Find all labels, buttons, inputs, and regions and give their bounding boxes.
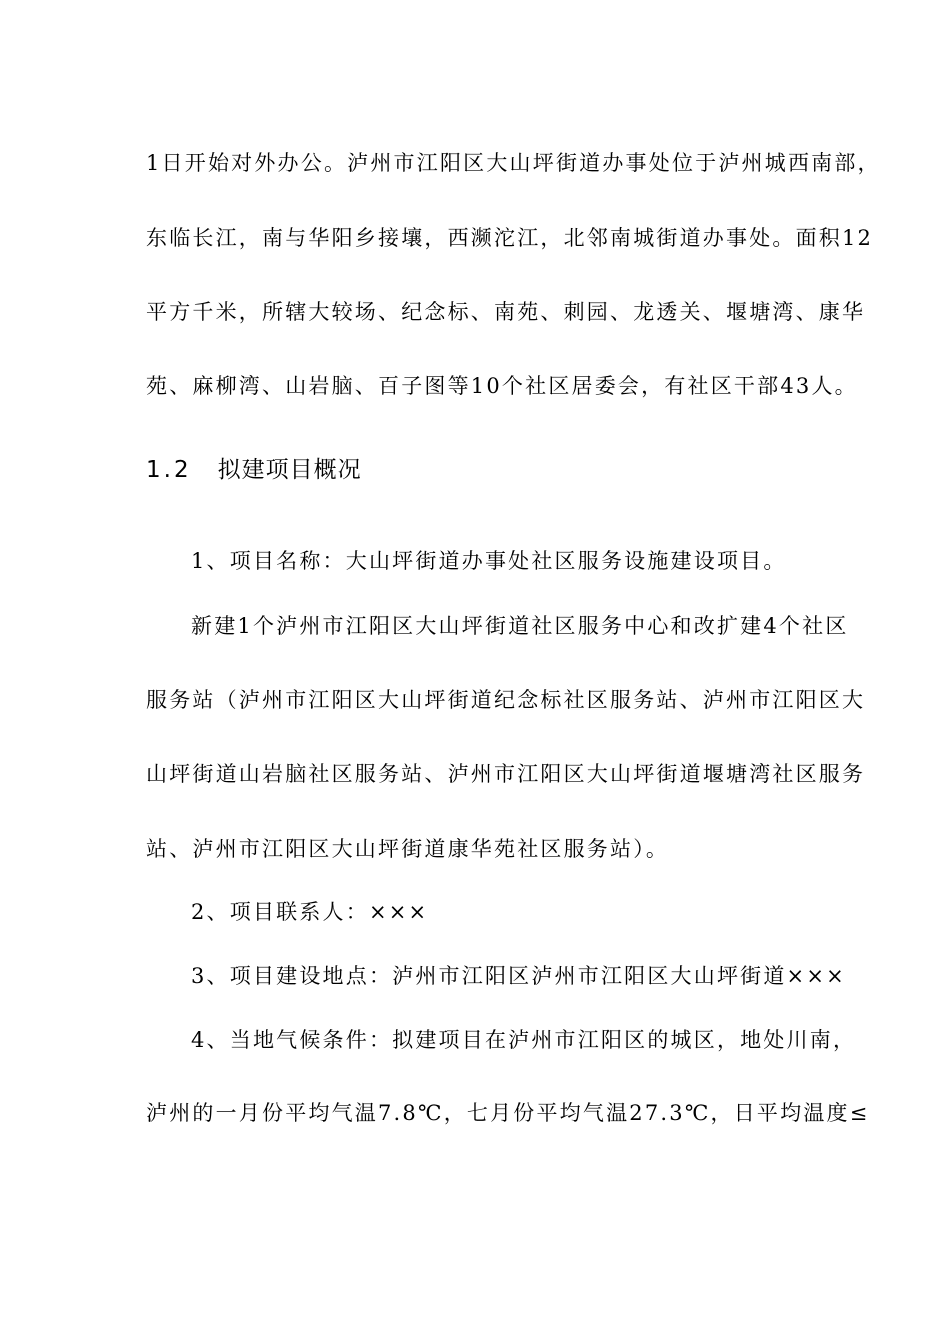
text-line: 平方千米，所辖大较场、纪念标、南苑、刺园、龙透关、堰塘湾、康华	[146, 300, 866, 324]
text-line: 新建1个泸州市江阳区大山坪街道社区服务中心和改扩建4个社区	[191, 614, 849, 638]
text-line: 山坪街道山岩脑社区服务站、泸州市江阳区大山坪街道堰塘湾社区服务	[146, 762, 866, 786]
text-line: 服务站（泸州市江阳区大山坪街道纪念标社区服务站、泸州市江阳区大	[146, 688, 866, 712]
item-project-location: 3、项目建设地点：泸州市江阳区泸州市江阳区大山坪街道×××	[191, 964, 846, 988]
text-line: 站、泸州市江阳区大山坪街道康华苑社区服务站）。	[146, 837, 670, 861]
text-line: 4、当地气候条件：拟建项目在泸州市江阳区的城区，地处川南，	[191, 1028, 857, 1052]
section-heading	[146, 456, 362, 484]
text-line: 苑、麻柳湾、山岩脑、百子图等10个社区居委会，有社区干部43人。	[146, 374, 858, 398]
item-project-name: 1、项目名称：大山坪街道办事处社区服务设施建设项目。	[191, 549, 787, 573]
section-title: 拟建项目概况	[217, 457, 362, 483]
item-project-contact: 2、项目联系人：×××	[191, 900, 429, 924]
text-line: 泸州的一月份平均气温7.8℃，七月份平均气温27.3℃，日平均温度≤	[146, 1101, 870, 1125]
text-line: 东临长江，南与华阳乡接壤，西濒沱江，北邻南城街道办事处。面积12	[146, 226, 874, 250]
section-number: 1.2	[146, 457, 192, 483]
text-line: 1日开始对外办公。泸州市江阳区大山坪街道办事处位于泸州城西南部，	[146, 151, 881, 175]
